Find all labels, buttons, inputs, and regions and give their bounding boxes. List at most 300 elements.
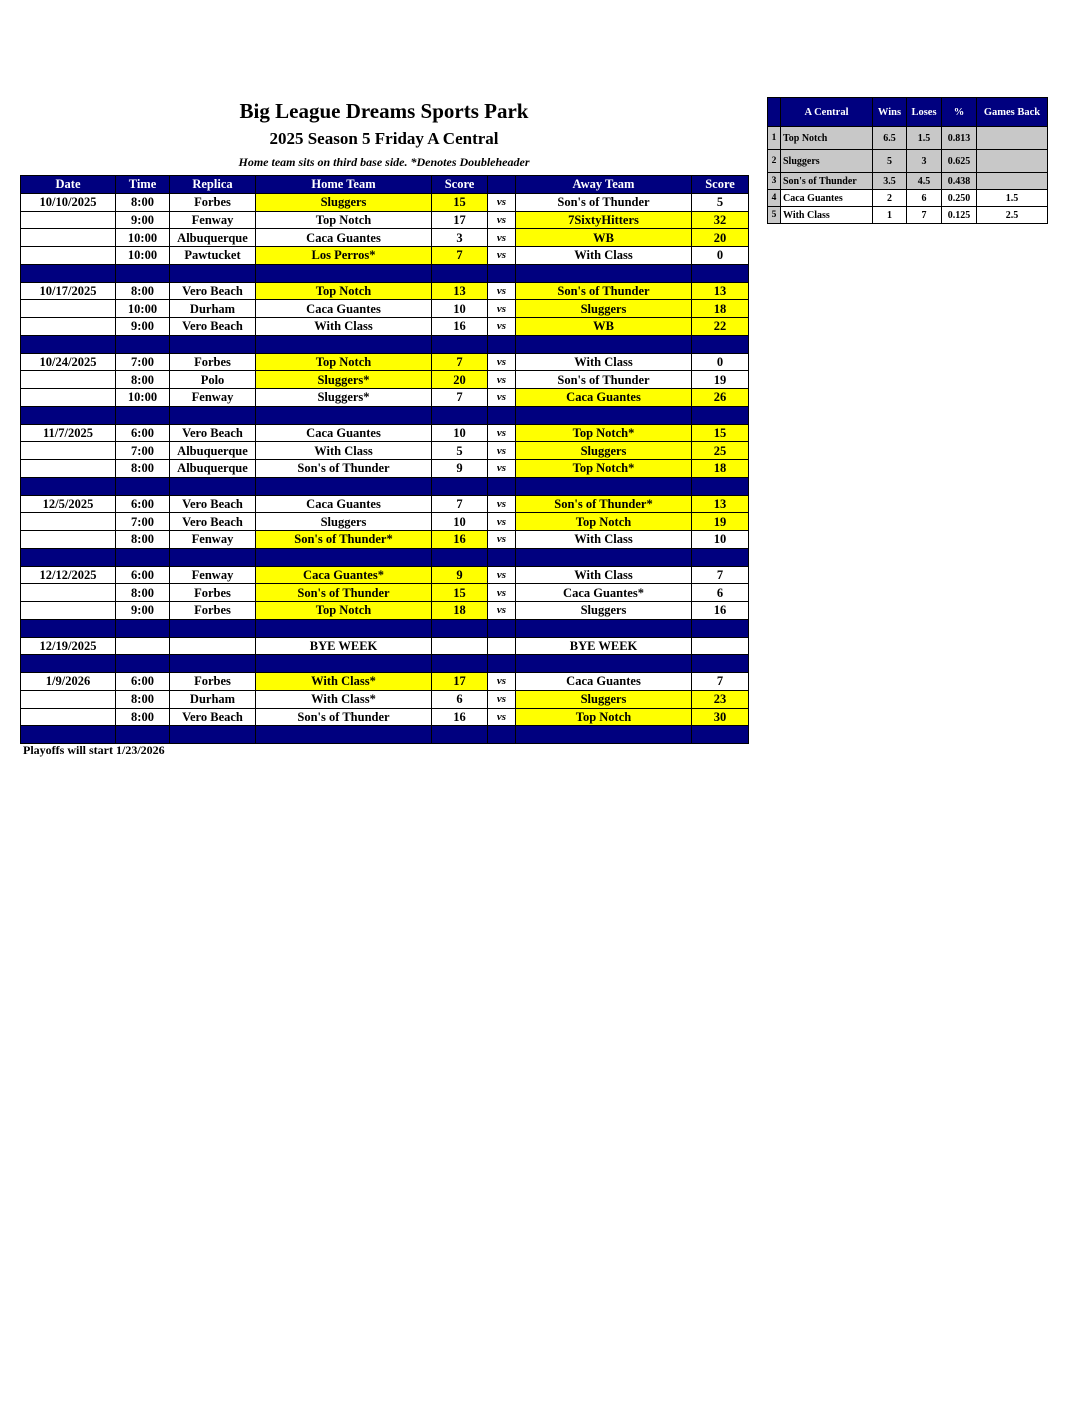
home-team-cell: Sluggers*	[256, 371, 432, 389]
pct-cell: 0.125	[942, 207, 977, 224]
separator-cell	[516, 655, 692, 673]
time-cell: 6:00	[116, 495, 170, 513]
vs-cell: vs	[488, 300, 516, 318]
separator-cell	[170, 726, 256, 744]
separator-cell	[116, 477, 170, 495]
vs-cell: vs	[488, 708, 516, 726]
home-score-cell: 9	[432, 566, 488, 584]
away-score-cell: 0	[692, 247, 749, 265]
vs-cell: vs	[488, 566, 516, 584]
replica-cell: Vero Beach	[170, 318, 256, 336]
separator-cell	[21, 548, 116, 566]
replica-cell: Pawtucket	[170, 247, 256, 265]
home-score-cell	[432, 637, 488, 655]
home-score-cell: 17	[432, 211, 488, 229]
home-score-cell: 7	[432, 495, 488, 513]
date-cell: 10/10/2025	[21, 193, 116, 211]
time-cell: 8:00	[116, 282, 170, 300]
time-cell: 10:00	[116, 300, 170, 318]
vs-cell: vs	[488, 513, 516, 531]
date-cell	[21, 211, 116, 229]
separator-cell	[21, 619, 116, 637]
away-score-cell	[692, 637, 749, 655]
separator-cell	[692, 548, 749, 566]
away-team-cell: BYE WEEK	[516, 637, 692, 655]
game-row	[21, 673, 749, 691]
separator-cell	[516, 548, 692, 566]
col-wins: Wins	[873, 98, 907, 127]
away-score-cell: 18	[692, 300, 749, 318]
replica-cell: Polo	[170, 371, 256, 389]
away-score-cell: 19	[692, 513, 749, 531]
date-cell: 10/17/2025	[21, 282, 116, 300]
separator-cell	[256, 264, 432, 282]
separator-cell	[116, 726, 170, 744]
separator-cell	[488, 477, 516, 495]
vs-cell	[488, 637, 516, 655]
rank-cell: 5	[768, 207, 781, 224]
time-cell: 10:00	[116, 247, 170, 265]
wins-cell: 6.5	[873, 127, 907, 150]
time-cell: 8:00	[116, 690, 170, 708]
date-cell	[21, 229, 116, 247]
week-separator-row	[21, 726, 749, 744]
date-cell	[21, 460, 116, 478]
vs-cell: vs	[488, 282, 516, 300]
replica-cell: Vero Beach	[170, 513, 256, 531]
team-cell: Top Notch	[781, 127, 873, 150]
vs-cell: vs	[488, 318, 516, 336]
replica-cell: Forbes	[170, 602, 256, 620]
away-team-cell: Sluggers	[516, 442, 692, 460]
separator-cell	[21, 726, 116, 744]
home-score-cell: 16	[432, 318, 488, 336]
date-cell: 12/12/2025	[21, 566, 116, 584]
game-row	[21, 442, 749, 460]
standings-row	[768, 127, 1048, 150]
separator-cell	[488, 655, 516, 673]
separator-cell	[116, 655, 170, 673]
home-team-cell: Caca Guantes	[256, 300, 432, 318]
away-team-cell: Top Notch	[516, 708, 692, 726]
game-row	[21, 602, 749, 620]
time-cell: 10:00	[116, 389, 170, 407]
away-score-cell: 5	[692, 193, 749, 211]
time-cell: 8:00	[116, 371, 170, 389]
home-team-cell: With Class*	[256, 673, 432, 691]
team-cell: With Class	[781, 207, 873, 224]
standings-row	[768, 150, 1048, 173]
separator-cell	[21, 264, 116, 282]
separator-cell	[21, 406, 116, 424]
loses-cell: 7	[907, 207, 942, 224]
vs-cell: vs	[488, 389, 516, 407]
game-row	[21, 424, 749, 442]
home-score-cell: 7	[432, 353, 488, 371]
date-cell	[21, 371, 116, 389]
away-team-cell: Caca Guantes	[516, 389, 692, 407]
away-team-cell: WB	[516, 318, 692, 336]
time-cell	[116, 637, 170, 655]
loses-cell: 3	[907, 150, 942, 173]
separator-cell	[170, 406, 256, 424]
away-score-cell: 32	[692, 211, 749, 229]
date-cell	[21, 389, 116, 407]
replica-cell: Albuquerque	[170, 442, 256, 460]
separator-cell	[432, 619, 488, 637]
separator-cell	[170, 264, 256, 282]
games-back-cell	[977, 127, 1048, 150]
vs-cell: vs	[488, 371, 516, 389]
separator-cell	[692, 264, 749, 282]
away-team-cell: With Class	[516, 531, 692, 549]
home-score-cell: 16	[432, 708, 488, 726]
away-team-cell: Son's of Thunder	[516, 371, 692, 389]
game-row	[21, 566, 749, 584]
replica-cell: Forbes	[170, 673, 256, 691]
page-note: Home team sits on third base side. *Denotes Doubleheader	[238, 155, 530, 169]
team-cell: Sluggers	[781, 150, 873, 173]
replica-cell: Forbes	[170, 353, 256, 371]
game-row	[21, 513, 749, 531]
col-away-team: Away Team	[516, 176, 692, 194]
vs-cell: vs	[488, 584, 516, 602]
replica-cell: Durham	[170, 690, 256, 708]
loses-cell: 1.5	[907, 127, 942, 150]
standings-table	[767, 97, 1048, 224]
separator-cell	[21, 477, 116, 495]
game-row	[21, 584, 749, 602]
game-row	[21, 318, 749, 336]
separator-cell	[116, 264, 170, 282]
vs-cell: vs	[488, 460, 516, 478]
home-score-cell: 5	[432, 442, 488, 460]
vs-cell: vs	[488, 673, 516, 691]
home-team-cell: With Class	[256, 318, 432, 336]
loses-cell: 4.5	[907, 173, 942, 190]
separator-cell	[692, 619, 749, 637]
col-away-score: Score	[692, 176, 749, 194]
home-score-cell: 17	[432, 673, 488, 691]
games-back-cell	[977, 150, 1048, 173]
date-cell	[21, 318, 116, 336]
week-separator-row	[21, 264, 749, 282]
separator-cell	[516, 335, 692, 353]
separator-cell	[516, 619, 692, 637]
home-team-cell: Caca Guantes	[256, 495, 432, 513]
game-row	[21, 247, 749, 265]
date-cell: 11/7/2025	[21, 424, 116, 442]
time-cell: 9:00	[116, 211, 170, 229]
loses-cell: 6	[907, 190, 942, 207]
week-separator-row	[21, 335, 749, 353]
separator-cell	[21, 655, 116, 673]
col-replica: Replica	[170, 176, 256, 194]
date-cell	[21, 442, 116, 460]
home-team-cell: Caca Guantes	[256, 424, 432, 442]
time-cell: 8:00	[116, 193, 170, 211]
date-cell	[21, 531, 116, 549]
time-cell: 9:00	[116, 602, 170, 620]
games-back-cell: 1.5	[977, 190, 1048, 207]
home-team-cell: Sluggers	[256, 513, 432, 531]
home-team-cell: Los Perros*	[256, 247, 432, 265]
away-score-cell: 16	[692, 602, 749, 620]
date-cell: 12/19/2025	[21, 637, 116, 655]
home-score-cell: 9	[432, 460, 488, 478]
game-row	[21, 211, 749, 229]
time-cell: 10:00	[116, 229, 170, 247]
separator-cell	[692, 477, 749, 495]
home-team-cell: Son's of Thunder*	[256, 531, 432, 549]
col-rank	[768, 98, 781, 127]
vs-cell: vs	[488, 211, 516, 229]
home-team-cell: Top Notch	[256, 353, 432, 371]
col-home-score: Score	[432, 176, 488, 194]
separator-cell	[488, 548, 516, 566]
time-cell: 8:00	[116, 531, 170, 549]
vs-cell: vs	[488, 442, 516, 460]
time-cell: 9:00	[116, 318, 170, 336]
replica-cell: Vero Beach	[170, 282, 256, 300]
wins-cell: 1	[873, 207, 907, 224]
away-team-cell: Caca Guantes*	[516, 584, 692, 602]
home-team-cell: Sluggers*	[256, 389, 432, 407]
date-cell: 10/24/2025	[21, 353, 116, 371]
rank-cell: 1	[768, 127, 781, 150]
separator-cell	[256, 619, 432, 637]
time-cell: 6:00	[116, 424, 170, 442]
standings-row	[768, 207, 1048, 224]
home-score-cell: 13	[432, 282, 488, 300]
vs-cell: vs	[488, 690, 516, 708]
home-team-cell: Son's of Thunder	[256, 584, 432, 602]
home-score-cell: 3	[432, 229, 488, 247]
home-team-cell: Top Notch	[256, 282, 432, 300]
away-team-cell: WB	[516, 229, 692, 247]
time-cell: 8:00	[116, 584, 170, 602]
col-loses: Loses	[907, 98, 942, 127]
separator-cell	[116, 619, 170, 637]
home-score-cell: 10	[432, 513, 488, 531]
home-team-cell: BYE WEEK	[256, 637, 432, 655]
date-cell	[21, 708, 116, 726]
away-team-cell: 7SixtyHitters	[516, 211, 692, 229]
wins-cell: 3.5	[873, 173, 907, 190]
time-cell: 7:00	[116, 353, 170, 371]
schedule-header-row	[21, 176, 749, 194]
home-score-cell: 10	[432, 300, 488, 318]
col-vs	[488, 176, 516, 194]
replica-cell: Fenway	[170, 211, 256, 229]
separator-cell	[256, 726, 432, 744]
away-score-cell: 13	[692, 495, 749, 513]
games-back-cell	[977, 173, 1048, 190]
game-row	[21, 690, 749, 708]
separator-cell	[516, 477, 692, 495]
team-cell: Son's of Thunder	[781, 173, 873, 190]
away-team-cell: Top Notch*	[516, 424, 692, 442]
week-separator-row	[21, 406, 749, 424]
schedule-table	[20, 175, 749, 744]
away-score-cell: 7	[692, 673, 749, 691]
separator-cell	[516, 406, 692, 424]
col-pct: %	[942, 98, 977, 127]
separator-cell	[170, 655, 256, 673]
away-score-cell: 18	[692, 460, 749, 478]
home-score-cell: 20	[432, 371, 488, 389]
pct-cell: 0.250	[942, 190, 977, 207]
time-cell: 6:00	[116, 566, 170, 584]
separator-cell	[692, 655, 749, 673]
separator-cell	[488, 619, 516, 637]
game-row	[21, 300, 749, 318]
rank-cell: 4	[768, 190, 781, 207]
vs-cell: vs	[488, 247, 516, 265]
home-team-cell: Sluggers	[256, 193, 432, 211]
date-cell: 1/9/2026	[21, 673, 116, 691]
date-cell	[21, 584, 116, 602]
away-score-cell: 25	[692, 442, 749, 460]
week-separator-row	[21, 655, 749, 673]
date-cell	[21, 513, 116, 531]
away-score-cell: 19	[692, 371, 749, 389]
game-row	[21, 371, 749, 389]
away-team-cell: With Class	[516, 247, 692, 265]
separator-cell	[256, 655, 432, 673]
away-score-cell: 13	[692, 282, 749, 300]
separator-cell	[516, 726, 692, 744]
col-date: Date	[21, 176, 116, 194]
game-row	[21, 353, 749, 371]
wins-cell: 5	[873, 150, 907, 173]
vs-cell: vs	[488, 229, 516, 247]
playoffs-note: Playoffs will start 1/23/2026	[23, 743, 165, 757]
separator-cell	[488, 264, 516, 282]
wins-cell: 2	[873, 190, 907, 207]
home-team-cell: Caca Guantes*	[256, 566, 432, 584]
away-team-cell: Son's of Thunder*	[516, 495, 692, 513]
vs-cell: vs	[488, 602, 516, 620]
away-score-cell: 0	[692, 353, 749, 371]
replica-cell: Fenway	[170, 389, 256, 407]
standings-row	[768, 173, 1048, 190]
separator-cell	[256, 406, 432, 424]
game-row	[21, 282, 749, 300]
away-team-cell: Sluggers	[516, 300, 692, 318]
home-score-cell: 15	[432, 584, 488, 602]
page-subtitle: 2025 Season 5 Friday A Central	[269, 129, 499, 148]
game-row	[21, 708, 749, 726]
away-team-cell: Sluggers	[516, 690, 692, 708]
home-score-cell: 7	[432, 389, 488, 407]
home-team-cell: Top Notch	[256, 211, 432, 229]
away-score-cell: 22	[692, 318, 749, 336]
date-cell	[21, 690, 116, 708]
replica-cell: Albuquerque	[170, 460, 256, 478]
home-score-cell: 15	[432, 193, 488, 211]
col-home-team: Home Team	[256, 176, 432, 194]
col-division: A Central	[781, 98, 873, 127]
away-score-cell: 10	[692, 531, 749, 549]
game-row	[21, 495, 749, 513]
home-team-cell: With Class	[256, 442, 432, 460]
home-team-cell: Caca Guantes	[256, 229, 432, 247]
separator-cell	[256, 548, 432, 566]
separator-cell	[432, 477, 488, 495]
pct-cell: 0.625	[942, 150, 977, 173]
separator-cell	[170, 619, 256, 637]
separator-cell	[488, 726, 516, 744]
separator-cell	[432, 548, 488, 566]
away-score-cell: 15	[692, 424, 749, 442]
game-row	[21, 531, 749, 549]
col-time: Time	[116, 176, 170, 194]
home-score-cell: 6	[432, 690, 488, 708]
away-team-cell: Caca Guantes	[516, 673, 692, 691]
replica-cell: Vero Beach	[170, 424, 256, 442]
vs-cell: vs	[488, 193, 516, 211]
replica-cell: Vero Beach	[170, 495, 256, 513]
away-score-cell: 6	[692, 584, 749, 602]
separator-cell	[432, 655, 488, 673]
separator-cell	[692, 406, 749, 424]
away-score-cell: 20	[692, 229, 749, 247]
week-separator-row	[21, 548, 749, 566]
week-separator-row	[21, 477, 749, 495]
separator-cell	[116, 548, 170, 566]
separator-cell	[488, 406, 516, 424]
vs-cell: vs	[488, 495, 516, 513]
replica-cell: Fenway	[170, 566, 256, 584]
date-cell	[21, 247, 116, 265]
week-separator-row	[21, 619, 749, 637]
separator-cell	[21, 335, 116, 353]
replica-cell: Vero Beach	[170, 708, 256, 726]
away-team-cell: With Class	[516, 566, 692, 584]
home-team-cell: Son's of Thunder	[256, 460, 432, 478]
standings-row	[768, 190, 1048, 207]
away-team-cell: Son's of Thunder	[516, 282, 692, 300]
time-cell: 6:00	[116, 673, 170, 691]
separator-cell	[170, 335, 256, 353]
rank-cell: 3	[768, 173, 781, 190]
separator-cell	[116, 335, 170, 353]
separator-cell	[432, 264, 488, 282]
away-team-cell: With Class	[516, 353, 692, 371]
pct-cell: 0.438	[942, 173, 977, 190]
game-row	[21, 389, 749, 407]
replica-cell: Forbes	[170, 193, 256, 211]
game-row	[21, 637, 749, 655]
time-cell: 7:00	[116, 513, 170, 531]
home-score-cell: 18	[432, 602, 488, 620]
game-row	[21, 460, 749, 478]
separator-cell	[692, 335, 749, 353]
time-cell: 8:00	[116, 708, 170, 726]
away-score-cell: 26	[692, 389, 749, 407]
vs-cell: vs	[488, 531, 516, 549]
date-cell: 12/5/2025	[21, 495, 116, 513]
date-cell	[21, 602, 116, 620]
page-title: Big League Dreams Sports Park	[239, 99, 529, 123]
game-row	[21, 229, 749, 247]
vs-cell: vs	[488, 424, 516, 442]
separator-cell	[116, 406, 170, 424]
away-score-cell: 7	[692, 566, 749, 584]
col-games-back: Games Back	[977, 98, 1048, 127]
away-team-cell: Top Notch	[516, 513, 692, 531]
